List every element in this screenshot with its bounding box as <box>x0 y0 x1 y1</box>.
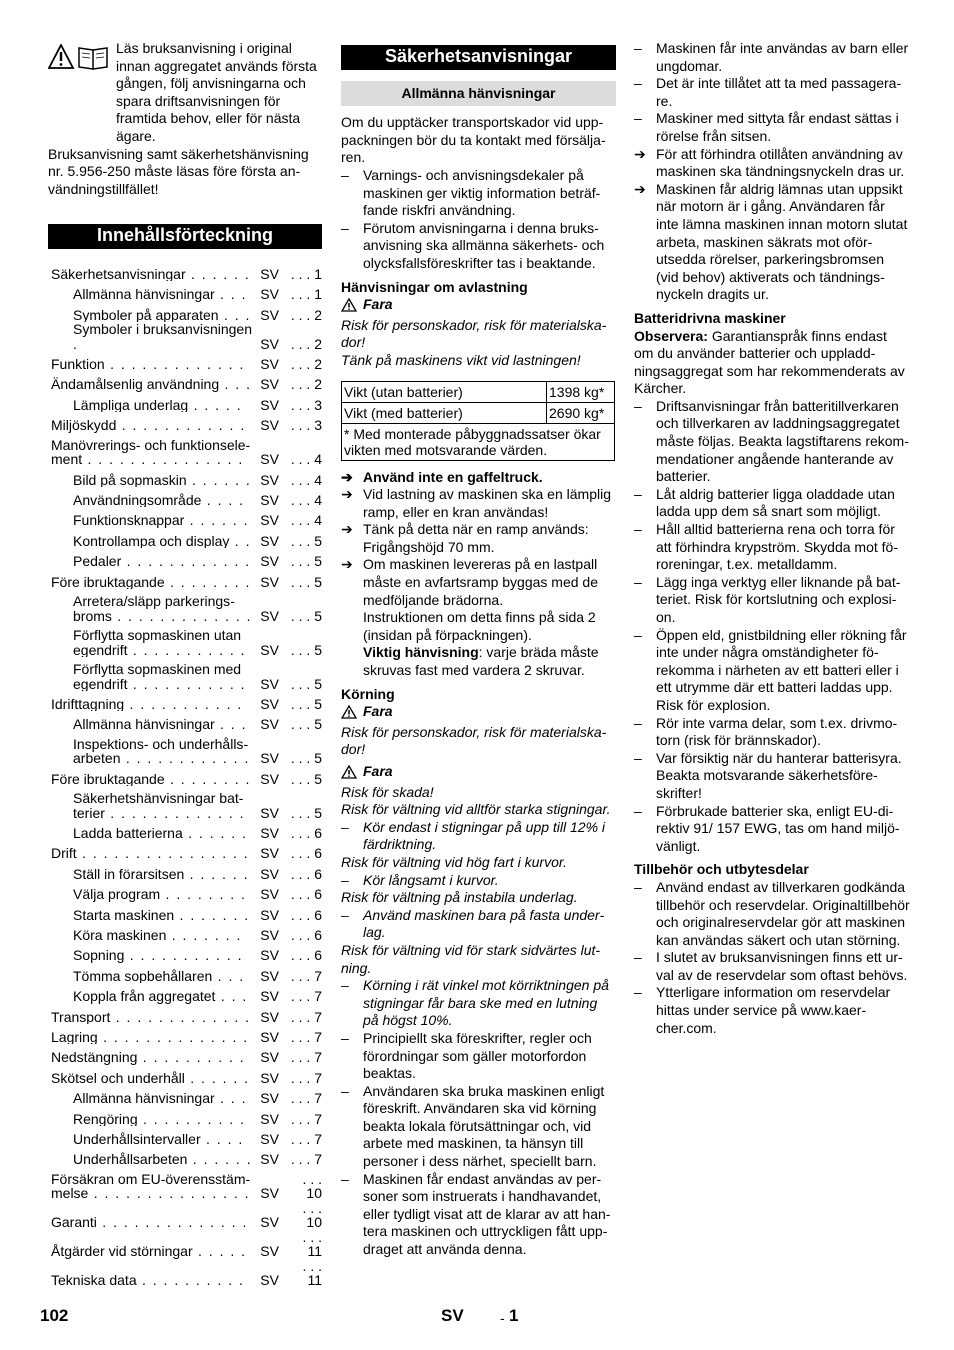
toc-entry-title: Köra maskinen . . . . . . . <box>73 928 242 943</box>
list-item: – Förutom anvisningarna i denna bruksanvisning ska allmänna säkerhets- och olycksfallsföreskrifter tas i beaktande. <box>341 219 605 271</box>
toc-entry-page: . . . 4 <box>290 471 322 488</box>
toc-entry-page: . . . 5 <box>290 804 322 821</box>
toc-entry-page: . . . 11 <box>302 1228 322 1260</box>
toc-entry-language: SV <box>260 886 279 903</box>
toc-entry-language: SV <box>260 471 279 488</box>
toc-row <box>48 1126 322 1146</box>
toc-entry-page: . . . 6 <box>290 845 322 862</box>
list-item: – Låt aldrig batterier ligga oladdade utan ladda upp dem så snart som möjligt. <box>634 485 895 520</box>
warning-book-icon <box>48 44 110 70</box>
toc-entry-title: Manövrerings- och funktionselement . . . . . . . . . . . . . . . <box>51 437 251 467</box>
toc-entry-language: SV <box>260 967 279 984</box>
toc-entry-language: SV <box>260 695 279 712</box>
toc-entry-title: Skötsel och underhåll . . . . . . <box>51 1070 250 1086</box>
list-item: – Rör inte varma delar, som t.ex. drivmotorn (risk för brännskador). <box>634 714 898 749</box>
toc-entry-language: SV <box>260 845 279 862</box>
important-note: Viktig hänvisning: varje bräda måste skruvas fast med vardera 2 skruvar. <box>363 644 599 679</box>
toc-entry-page: . . . 5 <box>290 695 322 712</box>
toc-heading: Innehållsförteckning <box>48 224 322 249</box>
middle-column <box>341 40 616 1259</box>
toc-entry-title: Sopning . . . . . . . . . . . <box>73 948 243 963</box>
toc-entry-language: SV <box>260 1049 279 1066</box>
toc-entry-page: . . . 6 <box>290 927 322 944</box>
toc-entry-title: Funktion . . . . . . . . . . . . . <box>51 357 245 372</box>
list-item: ➔ Om maskinen levereras på en lastpall måste en avfartsramp byggas med de medföljande brädorna. <box>341 556 599 608</box>
list-item: – Kör endast i stigningar på upp till 12% i färdriktning. <box>341 818 606 853</box>
toc-entry-title: Kontrollampa och display . . <box>73 533 251 549</box>
toc-entry-title: Allmänna hänvisningar . . . <box>73 287 247 302</box>
toc-row <box>48 1065 322 1085</box>
footer-separator: - <box>500 1310 505 1326</box>
toc-row <box>48 1085 322 1105</box>
toc-entry-page: . . . 7 <box>290 1110 322 1127</box>
toc-entry-title: Symboler på apparaten . . . <box>73 307 251 323</box>
toc-entry-title: Användningsområde . . . . <box>73 492 245 508</box>
toc-row <box>48 1004 322 1024</box>
risk-text: Risk för personskador, risk för materialskador! <box>341 316 607 351</box>
toc-entry-language: SV <box>260 825 279 842</box>
warning-triangle-icon <box>341 765 357 779</box>
toc-entry-title: Garanti . . . . . . . . . . . . . . <box>51 1215 248 1230</box>
toc-entry-title: Förflytta sopmaskinen med egendrift . . . . . . . . . . . <box>73 662 247 692</box>
toc-entry-language: SV <box>260 607 279 624</box>
toc-row <box>48 983 322 1003</box>
tip-risk: Risk för vältning vid alltför starka stigningar. <box>341 801 611 818</box>
toc-entry-title: Åtgärder vid störningar . . . . . <box>51 1244 247 1259</box>
list-item: – Använd endast av tillverkaren godkända tillbehör och reservdelar. Originaltillbehör och originalreservdelar gör att maskinen kan användas säkert och utan störning. <box>634 878 910 948</box>
toc-entry-page: . . . 4 <box>290 451 322 468</box>
list-item: – Körning i rät vinkel mot körriktningen på stigningar får bara ske med en lutning på högst 10%. <box>341 977 609 1029</box>
list-item: – Maskinen får inte användas av barn eller ungdomar. <box>634 40 909 74</box>
toc-entry-language: SV <box>260 1214 279 1231</box>
list-item: – Öppen eld, gnistbildning eller rökning får inte under några omständigheter förekomma i närheten av ett batteri eller i ett utrymme där ett batteri laddas upp. Risk för explosion. <box>634 626 907 713</box>
warning-triangle-icon <box>341 705 357 719</box>
list-item: – Använd maskinen bara på fasta underlag. <box>341 906 605 941</box>
toc-entry-language: SV <box>260 286 279 303</box>
toc-row <box>48 1259 322 1288</box>
toc-entry-title: Funktionsknappar . . . . . . <box>73 513 249 528</box>
table-of-contents <box>48 261 322 1288</box>
unloading-heading: Hänvisningar om avlastning <box>341 278 528 295</box>
tip-risk: Risk för vältning vid för stark sidvärtes lutning. <box>341 941 601 976</box>
toc-row <box>48 1044 322 1064</box>
toc-entry-page: . . . 5 <box>290 770 322 787</box>
intro-text-2: Bruksanvisning samt säkerhetshänvisning nr. 5.956-250 måste läsas före första användningstillfället! <box>48 145 309 197</box>
toc-entry-language: SV <box>260 306 279 323</box>
risk-text: Risk för personskador, risk för materialskador! <box>341 723 607 758</box>
toc-entry-page: . . . 2 <box>290 356 322 372</box>
toc-row <box>48 589 322 623</box>
toc-row <box>48 351 322 371</box>
toc-entry-page: . . . 7 <box>290 988 322 1005</box>
accessories-heading: Tillbehör och utbytesdelar <box>634 861 809 878</box>
toc-entry-title: Ändamålsenlig användning . . . <box>51 377 252 392</box>
toc-row <box>48 548 322 568</box>
toc-entry-page: . . . 4 <box>290 512 322 529</box>
list-item: – Användaren ska bruka maskinen enligt föreskrift. Användaren ska vid körning beakta lokala förutsättningar och, vid arbete med maskinen, ta hänsyn till personer i dess närhet, speciellt barn. <box>341 1082 605 1170</box>
toc-entry-title: Allmänna hänvisningar . . . <box>73 717 247 732</box>
list-item: ➔ Vid lastning av maskinen ska en lämplig ramp, eller en kran användas! <box>341 486 611 520</box>
battery-note: Observera: Garantianspråk finns endast om du använder batterier och uppladdningsaggregat som har rekommenderats av Kärcher. <box>634 327 905 397</box>
toc-entry-language: SV <box>260 573 279 590</box>
toc-row <box>48 1201 322 1230</box>
page-number: 102 <box>40 1306 69 1325</box>
toc-row <box>48 1024 322 1044</box>
list-item: – Förbrukade batterier ska, enligt EU-direktiv 91/ 157 EWG, tas om hand miljövänligt. <box>634 802 900 854</box>
toc-entry-language: SV <box>260 376 279 393</box>
toc-entry-title: Miljöskydd . . . . . . . . . . . . <box>51 418 246 433</box>
list-item: – Ytterligare information om reservdelar hittas under service på www.kaercher.com. <box>634 984 891 1036</box>
toc-entry-language: SV <box>260 512 279 529</box>
toc-entry-page: . . . 5 <box>290 573 322 590</box>
toc-entry-title: Underhållsarbeten . . . . . . <box>73 1152 253 1167</box>
toc-row <box>48 1106 322 1126</box>
list-item: – Principiellt ska föreskrifter, regler och förordningar som gäller motorfordon beaktas. <box>341 1029 592 1082</box>
toc-entry-language: SV <box>260 1028 279 1045</box>
footer-language: SV <box>441 1306 464 1325</box>
intro-block <box>48 40 322 198</box>
injury-text: Risk för skada! <box>341 783 434 800</box>
toc-entry-language: SV <box>260 1090 279 1107</box>
toc-entry-page: . . . 2 <box>290 306 322 323</box>
toc-row <box>48 433 322 467</box>
toc-row <box>48 487 322 507</box>
toc-row <box>48 528 322 548</box>
toc-entry-language: SV <box>260 988 279 1005</box>
toc-entry-title: Säkerhetshänvisningar batterier . . . . . . . . . . . . . <box>73 791 246 821</box>
toc-entry-title: Nedstängning . . . . . . . . . . <box>51 1050 246 1065</box>
toc-entry-page: . . . 7 <box>290 1090 322 1107</box>
toc-entry-title: Pedaler . . . . . . . . . . . . <box>73 554 251 569</box>
toc-entry-language: SV <box>260 927 279 944</box>
toc-entry-language: SV <box>260 356 279 372</box>
toc-entry-language: SV <box>260 804 279 821</box>
toc-entry-language: SV <box>260 553 279 570</box>
toc-entry-page: . . . 1 <box>290 286 322 303</box>
toc-entry-page: . . . 7 <box>290 1028 322 1045</box>
toc-row <box>48 691 322 711</box>
toc-entry-language: SV <box>260 1243 279 1260</box>
toc-row <box>48 1146 322 1166</box>
toc-row <box>48 322 322 351</box>
list-item: – I slutet av bruksanvisningen finns ett urval av de reservdelar som oftast behövs. <box>634 949 908 983</box>
transport-damage-note: Om du upptäcker transportskador vid upppackningen bör du ta kontakt med försäljaren. <box>341 114 606 166</box>
toc-row <box>48 861 322 881</box>
table-row: Vikt (med batterier) 2690 kg* <box>342 402 615 423</box>
tip-risk: Risk för vältning vid hög fart i kurvor. <box>341 853 567 870</box>
danger-label: Fara <box>341 763 616 781</box>
list-item: – Var försiktig när du hanterar batterisyra. Beakta motsvarande säkerhetsföreskrifter! <box>634 749 902 801</box>
toc-row <box>48 657 322 691</box>
toc-entry-title: Förflytta sopmaskinen utan egendrift . . . . . . . . . . . <box>73 628 247 658</box>
toc-entry-page: . . . 5 <box>290 607 322 624</box>
toc-entry-page: . . . 5 <box>290 675 322 692</box>
list-item: ➔ Använd inte en gaffeltruck. <box>341 468 543 485</box>
toc-row <box>48 766 322 786</box>
toc-row <box>48 786 322 820</box>
toc-row <box>48 732 322 766</box>
toc-entry-title: Före ibruktagande . . . . . . . . <box>51 574 251 590</box>
toc-entry-title: Idrifttagning . . . . . . . . . . . <box>51 696 243 712</box>
toc-row <box>48 412 322 432</box>
toc-entry-title: Lagring . . . . . . . . . . . . . . <box>51 1029 249 1045</box>
safety-heading: Säkerhetsanvisningar <box>341 45 616 70</box>
toc-row <box>48 1230 322 1259</box>
toc-entry-language: SV <box>260 641 279 658</box>
toc-row <box>48 943 322 963</box>
toc-entry-page: . . . 1 <box>290 265 322 282</box>
toc-entry-page: . . . 6 <box>290 825 322 842</box>
list-item: – Lägg inga verktyg eller liknande på batteriet. Risk för kortslutning och explosion. <box>634 573 901 625</box>
toc-entry-page: . . . 3 <box>290 396 322 413</box>
toc-entry-page: . . . 10 <box>302 1199 322 1231</box>
toc-entry-language: SV <box>260 716 279 733</box>
toc-entry-language: SV <box>260 335 279 352</box>
toc-entry-page: . . . 7 <box>290 1069 322 1086</box>
toc-row <box>48 711 322 731</box>
toc-entry-page: . . . 5 <box>290 641 322 658</box>
toc-row <box>48 623 322 657</box>
toc-entry-title: Välja program . . . . . . . . <box>73 887 247 902</box>
list-item: – Varnings- och anvisningsdekaler på maskinen ger viktig information beträffande riskfri användning. <box>341 166 601 219</box>
toc-entry-language: SV <box>260 865 279 882</box>
toc-entry-language: SV <box>260 1110 279 1127</box>
toc-entry-language: SV <box>260 451 279 468</box>
list-item: – Det är inte tillåtet att ta med passagerare. <box>634 75 902 109</box>
toc-entry-language: SV <box>260 1151 279 1168</box>
toc-entry-language: SV <box>260 750 279 767</box>
toc-row <box>48 281 322 301</box>
list-item: ➔ Maskinen får aldrig lämnas utan uppsikt när motorn är i gång. Användaren får inte lämna maskinen innan motorn slutat arbeta, maskinen säkrats mot oförutsedda rörelser, parkeringsbromsen (vid behov) aktiverats och tändningsnyckeln dragits ur. <box>634 180 908 303</box>
toc-entry-title: Säkerhetsanvisningar . . . . . . <box>51 266 251 282</box>
toc-entry-language: SV <box>260 675 279 692</box>
toc-entry-title: Inspektions- och underhållsarbeten . . . . . . . . . . . . <box>73 736 250 766</box>
toc-row <box>48 1167 322 1201</box>
footer-section-page: 1 <box>509 1306 519 1325</box>
danger-label: Fara <box>341 296 616 314</box>
toc-entry-title: Före ibruktagande . . . . . . . . <box>51 771 251 787</box>
toc-entry-language: SV <box>260 947 279 964</box>
toc-entry-title: Rengöring . . . . . . . . . . <box>73 1111 246 1127</box>
list-item: – Maskinen får endast användas av personer som instruerats i handhavandet, eller tydligt visat att de klarar av att hantera maskinen och uttryckligen fått uppdraget att använda denna. <box>341 1170 611 1258</box>
toc-entry-page: . . . 6 <box>290 865 322 882</box>
toc-entry-page: . . . 7 <box>290 1008 322 1025</box>
toc-row <box>48 820 322 840</box>
toc-entry-page: . . . 7 <box>290 1151 322 1168</box>
toc-entry-title: Koppla från aggregatet . . . <box>73 989 248 1004</box>
toc-entry-page: . . . 5 <box>290 532 322 549</box>
toc-entry-title: Tekniska data . . . . . . . . . . <box>51 1273 245 1288</box>
intro-text: Läs bruksanvisning i original innan aggregatet används första gången, följ anvisningarna och spara driftsanvisningen för framtida behov, eller för nästa ägare. <box>116 40 317 144</box>
toc-entry-title: Tömma sopbehållaren . . . <box>73 968 245 984</box>
toc-row <box>48 507 322 527</box>
toc-row <box>48 372 322 392</box>
toc-entry-language: SV <box>260 417 279 434</box>
toc-entry-language: SV <box>260 1008 279 1025</box>
toc-entry-page: . . . 11 <box>302 1257 322 1289</box>
toc-entry-page: . . . 4 <box>290 491 322 508</box>
list-item: – Håll alltid batterierna rena och torra för att förhindra krypström. Skydda mot föroreningar, t.ex. metalldamm. <box>634 521 898 573</box>
toc-entry-page: . . . 6 <box>290 947 322 964</box>
toc-row <box>48 922 322 942</box>
toc-row <box>48 881 322 901</box>
toc-entry-language: SV <box>260 1069 279 1086</box>
toc-entry-title: Underhållsintervaller . . . . <box>73 1131 244 1147</box>
toc-entry-language: SV <box>260 770 279 787</box>
toc-entry-title: Drift . . . . . . . . . . . . . . . . <box>51 846 250 861</box>
weight-note: Tänk på maskinens vikt vid lastningen! <box>341 351 581 368</box>
toc-entry-title: Ställ in förarsitsen . . . . . . <box>73 866 249 882</box>
toc-entry-page: . . . 6 <box>290 886 322 903</box>
list-item: – Kör långsamt i kurvor. <box>341 871 499 888</box>
warning-triangle-icon <box>341 298 357 312</box>
toc-entry-page: . . . 7 <box>290 1130 322 1147</box>
toc-entry-title: Allmänna hänvisningar . . . <box>73 1091 247 1106</box>
toc-entry-page: . . . 2 <box>290 335 322 352</box>
toc-row <box>48 261 322 281</box>
toc-entry-title: Starta maskinen . . . . . . . <box>73 907 250 923</box>
danger-label: Fara <box>341 703 616 721</box>
general-subheading: Allmänna hänvisningar <box>341 81 616 107</box>
toc-entry-page: . . . 7 <box>290 967 322 984</box>
driving-heading: Körning <box>341 685 395 702</box>
toc-row <box>48 902 322 922</box>
left-column <box>48 40 322 1288</box>
table-row: Vikt (utan batterier) 1398 kg* <box>342 381 615 402</box>
toc-entry-page: . . . 10 <box>302 1170 322 1202</box>
list-item: – Driftsanvisningar från batteritillverkaren och tillverkaren av laddningsaggregatet måste följas. Beakta lagstiftarens rekommendationer angående hanterande av batterier. <box>634 397 909 485</box>
toc-entry-language: SV <box>260 265 279 282</box>
list-item: ➔ Tänk på detta när en ramp används: Frigångshöjd 70 mm. <box>341 521 589 555</box>
toc-entry-title: Bild på sopmaskin . . . . . . <box>73 472 252 488</box>
toc-entry-language: SV <box>260 491 279 508</box>
toc-entry-title: Lämpliga underlag . . . . . <box>73 397 243 413</box>
table-row: * Med monterade påbyggnadssatser ökar vikten med motsvarande värden. <box>342 423 615 460</box>
toc-entry-page: . . . 5 <box>290 553 322 570</box>
battery-heading: Batteridrivna maskiner <box>634 309 786 326</box>
toc-entry-language: SV <box>260 396 279 413</box>
toc-entry-title: Arretera/släpp parkeringsbroms . . . . . . . . . . . . . <box>73 594 253 624</box>
toc-entry-page: . . . 2 <box>290 376 322 393</box>
toc-entry-page: . . . 3 <box>290 417 322 434</box>
toc-row <box>48 841 322 861</box>
toc-entry-language: SV <box>260 1185 279 1202</box>
list-item: ➔ För att förhindra otillåten användning av maskinen ska tändningsnyckeln dras ur. <box>634 145 905 180</box>
toc-entry-title: Symboler i bruksanvisningen . <box>73 322 252 352</box>
toc-entry-page: . . . 5 <box>290 716 322 733</box>
toc-entry-title: Ladda batterierna . . . . . . <box>73 826 248 841</box>
toc-entry-page: . . . 6 <box>290 906 322 923</box>
toc-entry-language: SV <box>260 1272 279 1289</box>
toc-entry-language: SV <box>260 1130 279 1147</box>
toc-row <box>48 569 322 589</box>
toc-entry-title: Transport . . . . . . . . . . . . . <box>51 1009 251 1025</box>
instructions-note: Instruktionen om detta finns på sida 2 (insidan på förpackningen). <box>363 609 596 643</box>
toc-entry-page: . . . 5 <box>290 750 322 767</box>
right-column <box>634 40 910 1037</box>
toc-entry-language: SV <box>260 532 279 549</box>
toc-row <box>48 467 322 487</box>
toc-row <box>48 392 322 412</box>
toc-row <box>48 963 322 983</box>
toc-entry-title: Försäkran om EU-överensstämmelse . . . . . . . . . . . . . . . <box>51 1171 251 1201</box>
list-item: – Maskiner med sittyta får endast sättas i rörelse från sitsen. <box>634 110 899 144</box>
tip-risk: Risk för vältning på instabila underlag. <box>341 889 578 906</box>
weight-table <box>341 381 615 461</box>
toc-entry-language: SV <box>260 906 279 923</box>
toc-entry-page: . . . 7 <box>290 1049 322 1066</box>
toc-row <box>48 302 322 322</box>
